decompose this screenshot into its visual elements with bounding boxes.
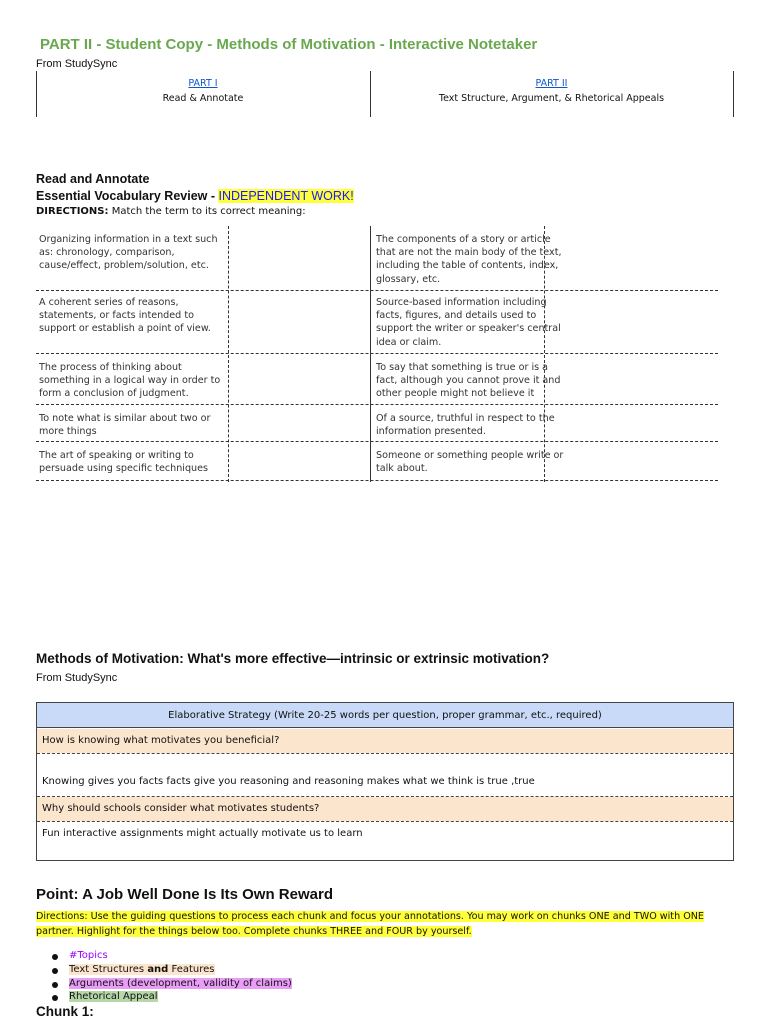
vocab-answer-left-4[interactable] [230, 406, 368, 439]
elaborative-strategy-table [36, 702, 734, 861]
vocab-definition-left-4: To note what is similar about two or more things [39, 413, 211, 438]
vocab-definition-right-2: Source-based information including facts, figures, and details used to support the writer or speaker's central idea or claim. [376, 297, 561, 348]
question-1: How is knowing what motivates you beneficial? [37, 729, 733, 753]
vocab-answer-right-1[interactable] [546, 228, 716, 288]
vocab-review-heading: Essential Vocabulary Review - INDEPENDENT WORK! [36, 189, 354, 203]
bullet-arguments: Arguments (development, validity of claims) [52, 978, 292, 992]
vocab-definition-left-5: The art of speaking or writing to persuade using specific techniques [39, 450, 209, 475]
vocab-definition-right-5: Someone or something people write or talk about. [376, 450, 564, 475]
vocab-answer-right-5[interactable] [546, 443, 716, 478]
part-2-label: Text Structure, Argument, & Rhetorical Appeals [438, 93, 665, 104]
source-line: From StudySync [36, 58, 118, 70]
vocab-answer-left-2[interactable] [230, 292, 368, 351]
vocab-definition-right-4: Of a source, truthful in respect to the information presented. [376, 413, 555, 438]
read-annotate-heading: Read and Annotate [36, 172, 150, 186]
vocab-answer-left-1[interactable] [230, 228, 368, 288]
vocab-answer-right-4[interactable] [546, 406, 716, 439]
vocab-answer-left-3[interactable] [230, 355, 368, 402]
part-1-label: Read & Annotate [162, 93, 244, 104]
question-2: Why should schools consider what motivates students? [37, 797, 733, 821]
part-2-link[interactable]: PART II [535, 78, 568, 89]
annotation-key-list [52, 950, 292, 1005]
document-title: PART II - Student Copy - Methods of Motivation - Interactive Notetaker [40, 36, 538, 53]
independent-work-tag: INDEPENDENT WORK! [218, 189, 354, 203]
elaborative-header: Elaborative Strategy (Write 20-25 words per question, proper grammar, etc., required) [37, 703, 733, 728]
vocab-directions: DIRECTIONS: Match the term to its correct meaning: [36, 206, 306, 217]
vocab-definition-left-1: Organizing information in a text such as: chronology, comparison, cause/effect, problem/solution, etc. [39, 234, 218, 272]
methods-title: Methods of Motivation: What's more effective—intrinsic or extrinsic motivation? [36, 651, 550, 666]
part-1-cell [36, 71, 370, 117]
answer-2[interactable]: Fun interactive assignments might actually motivate us to learn [42, 828, 363, 839]
chunk-1-heading: Chunk 1: [36, 1004, 94, 1019]
point-title: Point: A Job Well Done Is Its Own Reward [36, 886, 333, 903]
vocab-definition-left-3: The process of thinking about something in a logical way in order to form a conclusion of judgment. [39, 362, 221, 400]
vocab-definition-left-2: A coherent series of reasons, statements, or facts intended to support or establish a point of view. [39, 297, 211, 335]
part-1-link[interactable]: PART I [188, 78, 218, 89]
vocab-answer-left-5[interactable] [230, 443, 368, 478]
vocab-answer-right-3[interactable] [546, 355, 716, 402]
bullet-topics: #Topics [52, 950, 292, 964]
part-2-cell [370, 71, 733, 117]
vocab-definition-right-3: To say that something is true or is a fact, although you cannot prove it and other people might not believe it [376, 362, 561, 400]
bullet-text-structures: Text Structures and Features [52, 964, 292, 978]
bullet-rhetorical-appeal: Rhetorical Appeal [52, 991, 292, 1005]
vocab-answer-right-2[interactable] [546, 292, 716, 351]
parts-nav-table [36, 71, 734, 117]
point-directions: Directions: Use the guiding questions to process each chunk and focus your annotations. You may work on chunks ONE and TWO with ONE partner. Highlight for the things below too. Complete chunks THREE and FOUR by yourself. [36, 911, 704, 937]
vocab-matching-table [36, 226, 718, 482]
methods-source: From StudySync [36, 672, 118, 684]
vocab-definition-right-1: The components of a story or article that are not the main body of the text, including the table of contents, index, glossary, etc. [376, 234, 562, 285]
answer-1[interactable]: Knowing gives you facts facts give you reasoning and reasoning makes what we think is true ,true [42, 776, 535, 787]
